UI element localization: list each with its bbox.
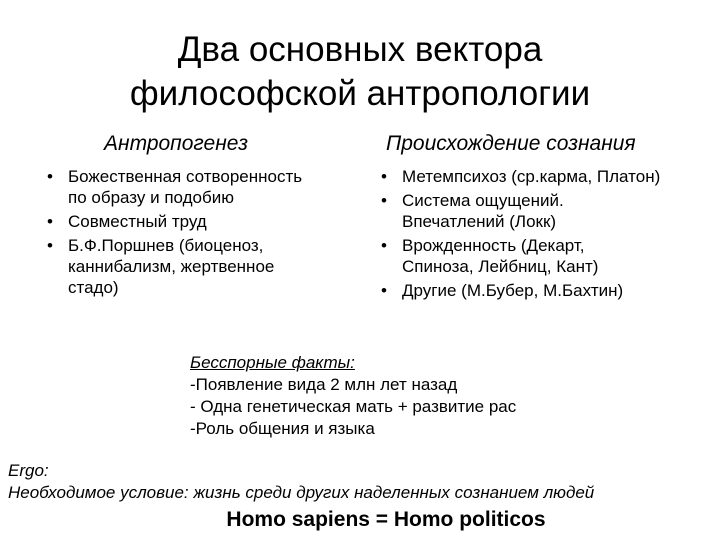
list-item-text: Спиноза, Лейбниц, Кант) (402, 257, 599, 276)
list-item-text: Метемпсихоз (ср.карма, Платон) (402, 167, 661, 186)
slide-title-line-1: Два основных вектора (177, 30, 543, 69)
list-item (374, 235, 718, 277)
facts-heading: Бесспорные факты: (190, 353, 355, 372)
bullet-icon: • (47, 236, 53, 255)
list-item-text: Врожденность (Декарт, (402, 236, 585, 255)
bullet-icon: • (381, 191, 387, 210)
list-item-text: Система ощущений. (402, 191, 564, 210)
fact-line: -Появление вида 2 млн лет назад (190, 375, 458, 394)
list-item-text: стадо) (68, 278, 119, 297)
list-item-text: каннибализм, жертвенное (68, 257, 275, 276)
bullet-icon: • (381, 167, 387, 186)
bullet-icon: • (381, 281, 387, 300)
fact-line: -Роль общения и языка (190, 419, 375, 438)
list-item-text: Другие (М.Бубер, М.Бахтин) (402, 281, 624, 300)
list-item (374, 166, 718, 187)
list-item-text: по образу и подобию (68, 188, 234, 207)
slide-title-line-2: философской антропологии (129, 74, 591, 113)
conclusion-formula: Homo sapiens = Homo politicos (226, 508, 546, 531)
list-item (40, 211, 360, 232)
left-column-heading: Антропогенез (104, 132, 248, 155)
list-item-text: Впечатлений (Локк) (402, 212, 557, 231)
list-item (374, 280, 718, 301)
list-item (374, 190, 718, 232)
facts-block (190, 352, 516, 440)
right-bullet-list (374, 166, 718, 304)
ergo-condition: Необходимое условие: жизнь среди других наделенных сознанием людей (8, 483, 595, 502)
list-item (40, 235, 360, 298)
ergo-block (8, 460, 594, 504)
bullet-icon: • (381, 236, 387, 255)
bullet-icon: • (47, 167, 53, 186)
left-bullet-list (40, 166, 360, 301)
list-item (40, 166, 360, 208)
list-item-text: Божественная сотворенность (68, 167, 303, 186)
slide-title (0, 28, 720, 116)
list-item-text: Совместный труд (68, 212, 207, 231)
bullet-icon: • (47, 212, 53, 231)
ergo-heading: Ergo: (8, 461, 49, 480)
list-item-text: Б.Ф.Поршнев (биоценоз, (68, 236, 264, 255)
fact-line: - Одна генетическая мать + развитие рас (190, 397, 517, 416)
right-column-heading: Происхождение сознания (386, 132, 636, 155)
